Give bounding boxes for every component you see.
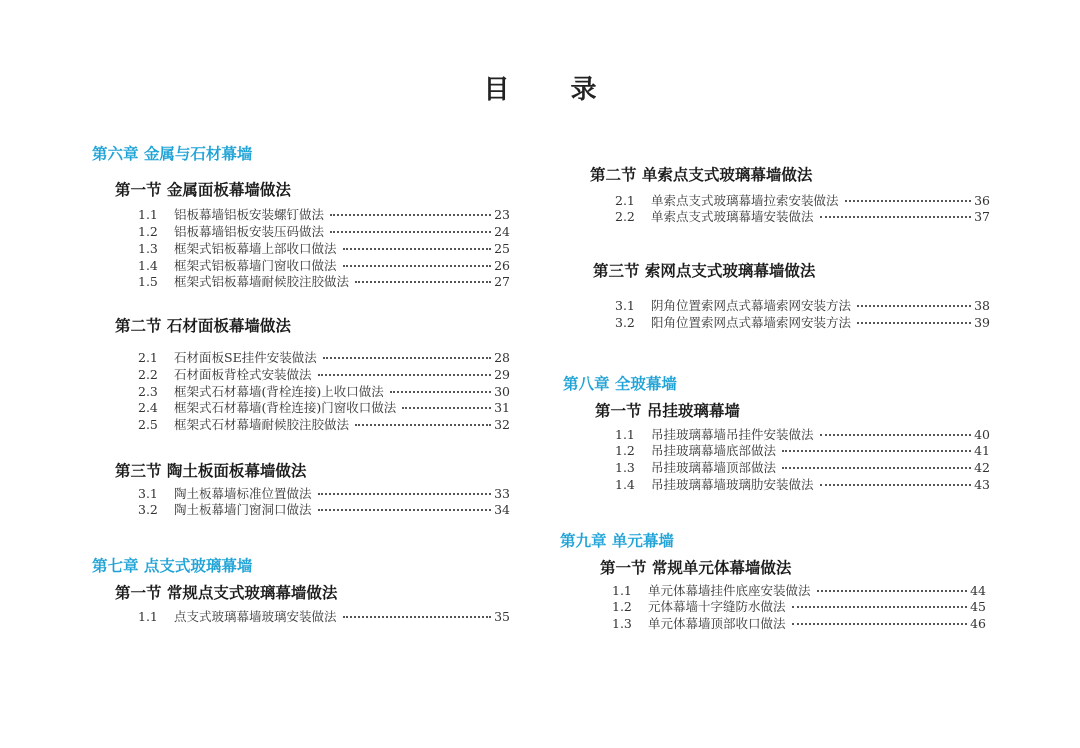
entry-number: 1.2 (138, 224, 158, 239)
entry-page: 27 (494, 274, 510, 289)
entry-number: 2.5 (138, 417, 158, 432)
entry-page: 46 (970, 616, 986, 631)
entry-title: 框架式石材幕墙(背栓连接)上收口做法 (174, 384, 384, 399)
leader-dots (820, 434, 972, 436)
leader-dots (355, 424, 491, 426)
entry-page: 45 (970, 599, 986, 614)
toc-entry[interactable] (612, 599, 986, 616)
toc-entry[interactable] (615, 427, 990, 444)
toc-entry[interactable] (615, 460, 990, 477)
toc-entry[interactable] (138, 486, 510, 503)
entry-number: 2.3 (138, 384, 158, 399)
entry-page: 38 (974, 298, 990, 313)
leader-dots (343, 248, 492, 250)
entry-page: 33 (494, 486, 510, 501)
leader-dots (343, 265, 492, 267)
entry-number: 1.1 (138, 609, 158, 624)
entry-page: 44 (970, 583, 986, 598)
entry-title: 石材面板SE挂件安装做法 (174, 350, 317, 365)
entry-page: 31 (494, 400, 510, 415)
entry-page: 30 (494, 384, 510, 399)
toc-entry[interactable] (138, 274, 510, 291)
entry-title: 铝板幕墙铝板安装压码做法 (174, 224, 325, 239)
leader-dots (402, 407, 491, 409)
entry-title: 单索点支式玻璃幕墙安装做法 (651, 209, 814, 224)
entry-title: 框架式石材幕墙(背栓连接)门窗收口做法 (174, 400, 397, 415)
entry-number: 1.1 (138, 207, 158, 222)
entry-title: 阴角位置索网点式幕墙索网安装方法 (651, 298, 852, 313)
toc-entry[interactable] (615, 443, 990, 460)
toc-entry[interactable] (138, 400, 510, 417)
entry-number: 2.4 (138, 400, 158, 415)
entry-page: 23 (494, 207, 510, 222)
toc-entry[interactable] (138, 350, 510, 367)
leader-dots (782, 467, 971, 469)
entry-number: 2.2 (138, 367, 158, 382)
entry-page: 35 (494, 609, 510, 624)
entry-title: 铝板幕墙铝板安装螺钉做法 (174, 207, 325, 222)
chapter-heading[interactable]: 第六章 金属与石材幕墙 (92, 144, 253, 163)
toc-entry[interactable] (138, 258, 510, 275)
leader-dots (390, 391, 491, 393)
toc-entry[interactable] (138, 241, 510, 258)
leader-dots (792, 606, 968, 608)
toc-entry[interactable] (615, 315, 990, 332)
leader-dots (857, 322, 971, 324)
entry-page: 37 (974, 209, 990, 224)
toc-entry[interactable] (138, 609, 510, 626)
toc-entry[interactable] (612, 583, 986, 600)
entry-page: 36 (974, 193, 990, 208)
entry-title: 单索点支式玻璃幕墙拉索安装做法 (651, 193, 839, 208)
leader-dots (330, 214, 491, 216)
chapter-heading[interactable]: 第八章 全玻幕墙 (563, 374, 677, 393)
entry-page: 24 (494, 224, 510, 239)
toc-entry[interactable] (138, 207, 510, 224)
entry-title: 元体幕墙十字缝防水做法 (648, 599, 786, 614)
entry-title: 吊挂玻璃幕墙玻璃肋安装做法 (651, 477, 814, 492)
leader-dots (318, 493, 492, 495)
toc-entry[interactable] (615, 193, 990, 210)
section-heading[interactable]: 第一节 常规单元体幕墙做法 (600, 558, 792, 577)
entry-number: 3.2 (615, 315, 635, 330)
entry-title: 框架式铝板幕墙耐候胶注胶做法 (174, 274, 350, 289)
entry-number: 3.2 (138, 502, 158, 517)
entry-title: 石材面板背栓式安装做法 (174, 367, 312, 382)
page-title: 目 录 (483, 75, 623, 105)
entry-title: 框架式铝板幕墙上部收口做法 (174, 241, 337, 256)
leader-dots (820, 216, 972, 218)
entry-title: 阳角位置索网点式幕墙索网安装方法 (651, 315, 852, 330)
section-heading[interactable]: 第三节 陶土板面板幕墙做法 (115, 461, 307, 480)
leader-dots (330, 231, 491, 233)
entry-number: 1.2 (615, 443, 635, 458)
entry-number: 3.1 (138, 486, 158, 501)
entry-number: 1.1 (612, 583, 632, 598)
toc-entry[interactable] (138, 417, 510, 434)
entry-number: 2.1 (138, 350, 158, 365)
toc-entry[interactable] (615, 477, 990, 494)
section-heading[interactable]: 第一节 吊挂玻璃幕墙 (595, 401, 740, 420)
leader-dots (782, 450, 971, 452)
entry-page: 34 (494, 502, 510, 517)
entry-page: 43 (974, 477, 990, 492)
entry-title: 单元体幕墙挂件底座安装做法 (648, 583, 811, 598)
entry-page: 28 (494, 350, 510, 365)
entry-page: 40 (974, 427, 990, 442)
section-heading[interactable]: 第一节 金属面板幕墙做法 (115, 180, 291, 199)
entry-page: 29 (494, 367, 510, 382)
entry-number: 1.3 (612, 616, 632, 631)
leader-dots (820, 484, 972, 486)
entry-number: 3.1 (615, 298, 635, 313)
chapter-heading[interactable]: 第七章 点支式玻璃幕墙 (92, 556, 253, 575)
leader-dots (323, 357, 491, 359)
section-heading[interactable]: 第二节 石材面板幕墙做法 (115, 316, 291, 335)
toc-entry[interactable] (138, 224, 510, 241)
leader-dots (845, 200, 972, 202)
leader-dots (817, 590, 968, 592)
entry-title: 陶土板幕墙标准位置做法 (174, 486, 312, 501)
leader-dots (343, 616, 492, 618)
entry-title: 吊挂玻璃幕墙底部做法 (651, 443, 777, 458)
section-heading[interactable]: 第三节 索网点支式玻璃幕墙做法 (593, 261, 816, 280)
leader-dots (318, 509, 492, 511)
entry-number: 1.1 (615, 427, 635, 442)
entry-title: 吊挂玻璃幕墙吊挂件安装做法 (651, 427, 814, 442)
entry-number: 1.2 (612, 599, 632, 614)
entry-title: 框架式石材幕墙耐候胶注胶做法 (174, 417, 350, 432)
chapter-heading[interactable]: 第九章 单元幕墙 (560, 531, 674, 550)
entry-title: 陶土板幕墙门窗洞口做法 (174, 502, 312, 517)
entry-number: 1.5 (138, 274, 158, 289)
entry-number: 2.1 (615, 193, 635, 208)
entry-page: 39 (974, 315, 990, 330)
leader-dots (355, 281, 491, 283)
entry-number: 1.3 (615, 460, 635, 475)
section-heading[interactable]: 第一节 常规点支式玻璃幕墙做法 (115, 583, 338, 602)
toc-entry[interactable] (615, 209, 990, 226)
entry-title: 吊挂玻璃幕墙顶部做法 (651, 460, 777, 475)
entry-page: 25 (494, 241, 510, 256)
entry-number: 1.3 (138, 241, 158, 256)
toc-entry[interactable] (138, 384, 510, 401)
entry-page: 26 (494, 258, 510, 273)
toc-entry[interactable] (138, 502, 510, 519)
entry-page: 32 (494, 417, 510, 432)
section-heading[interactable]: 第二节 单索点支式玻璃幕墙做法 (590, 165, 813, 184)
entry-page: 41 (974, 443, 990, 458)
entry-page: 42 (974, 460, 990, 475)
entry-number: 2.2 (615, 209, 635, 224)
entry-title: 框架式铝板幕墙门窗收口做法 (174, 258, 337, 273)
entry-number: 1.4 (615, 477, 635, 492)
entry-title: 点支式玻璃幕墙玻璃安装做法 (174, 609, 337, 624)
leader-dots (318, 374, 492, 376)
toc-entry[interactable] (612, 616, 986, 633)
leader-dots (857, 305, 971, 307)
entry-number: 1.4 (138, 258, 158, 273)
toc-entry[interactable] (138, 367, 510, 384)
leader-dots (792, 623, 968, 625)
toc-entry[interactable] (615, 298, 990, 315)
entry-title: 单元体幕墙顶部收口做法 (648, 616, 786, 631)
